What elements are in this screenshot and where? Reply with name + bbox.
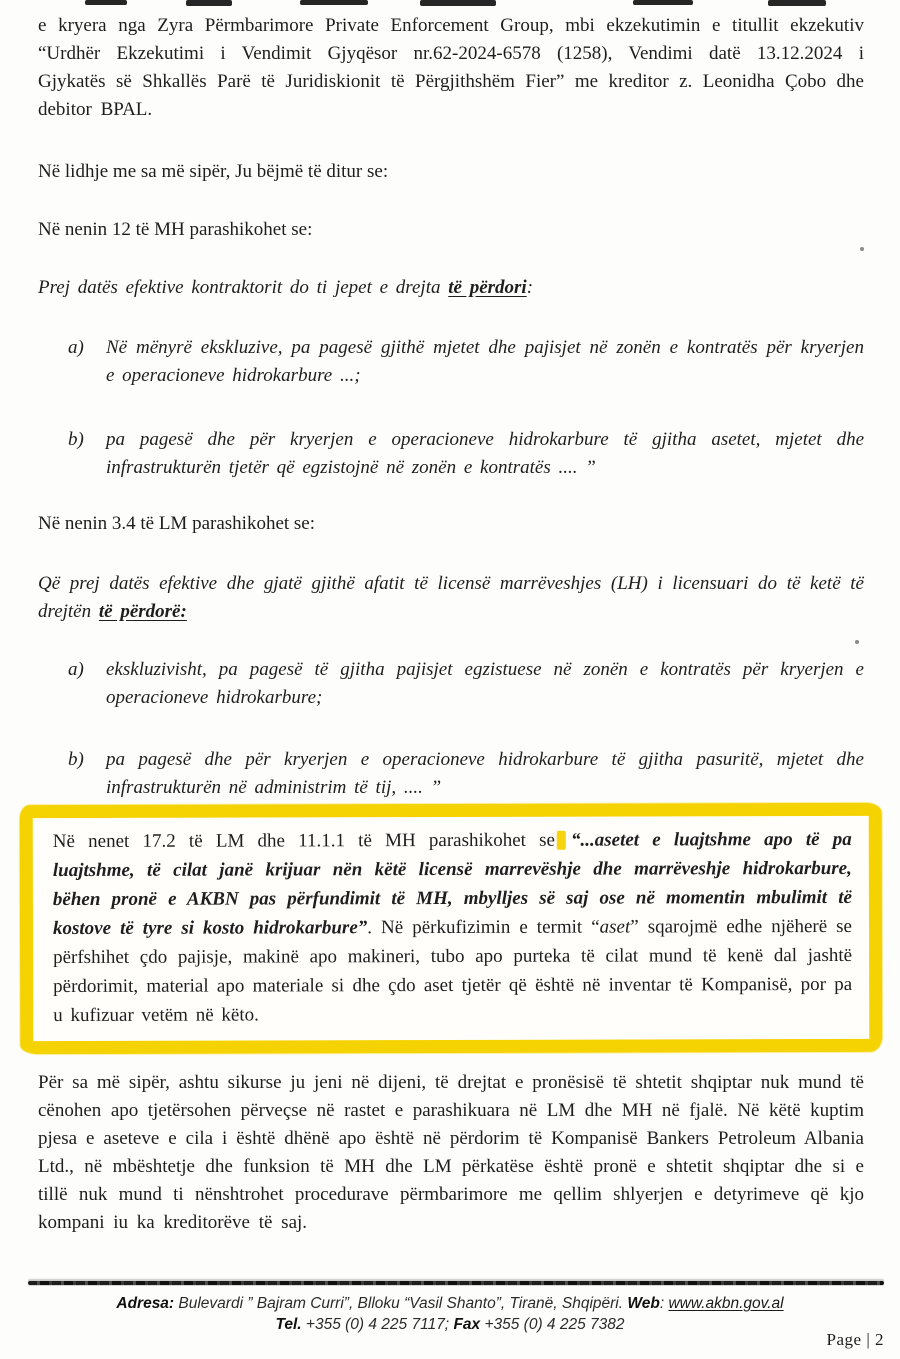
tel-value: +355 (0) 4 225 7117;: [301, 1316, 454, 1333]
section-mh-lead: [38, 274, 864, 302]
highlight-after-quote: . Në përkufizimin e termit “: [367, 916, 600, 939]
address-label: Adresa:: [116, 1295, 175, 1312]
lead-text: Prej datës efektive kontraktorit do ti jepet e drejta: [38, 277, 449, 298]
item-text: Në mënyrë ekskluzive, pa pagesë gjithë mjetet dhe pajisjet në zonën e kontratës për kryerjen e operacioneve hidrokarbure ...;: [106, 337, 864, 386]
highlight-rest: ” sqarojmë edhe njëherë se përfshihet çdo pajisje, makinë apo makineri, tubo apo purteka të cilat mund të kenë dal jashtë përdorimit, material apo materiale si dhe çdo aset tjetër që është në inventar të Kompanisë, por pa u kufizuar vetëm në këto.: [53, 915, 853, 1027]
web-separator: :: [659, 1295, 669, 1312]
closing-paragraph: Për sa më sipër, ashtu sikurse ju jeni në dijeni, të drejtat e pronësisë të shtetit shqiptar nuk mund të cënohen apo tjetërsohen përveçse në rastet e parashikuara në LM dhe MH në fjalë. Në këtë kuptim pjesa e aseteve e cila i është dhënë apo është në përdorim të Kompanisë Bankers Petroleum Albania Ltd., në mbështetje dhe funksion të MH dhe LM përkatëse është pronë e shtetit shqiptar dhe si e tillë nuk mund ti nënshtrohet procedurave përmbarimore me qellim shlyerjen e detyrimeve që kjo kompani iu ka kreditorëve të saj.: [38, 1072, 864, 1233]
section-mh-heading: Në nenin 12 të MH parashikohet se:: [38, 219, 313, 240]
list-item: [68, 426, 864, 482]
item-text: pa pagesë dhe për kryerjen e operacioneve hidrokarbure të gjitha asetet, mjetet dhe infrastrukturën tjetër që egzistojnë në zonën e kontratës .... ”: [106, 429, 864, 478]
highlight-quote: “...asetet e luajtshme apo të pa luajtshme, të cilat janë krijuar nën këtë licensë marrevëshje dhe marrëveshje hidrokarbure, bëhen pronë e AKBN pas përfundimit të MH, mbylljes së saj ose në momentin mbulimit të kostove të tyre si kosto hidrokarbure”: [52, 828, 852, 940]
list-item: [68, 746, 864, 802]
lead-emphasis: të përdorë:: [98, 601, 187, 622]
highlight-prefix: Në nenet 17.2 të LM dhe 11.1.1 të MH parashikohet se: [52, 829, 555, 853]
lead-text: Që prej datës efektive dhe gjatë gjithë afatit të licensë marrëveshjes (LH) i licensuari do të ketë të drejtën: [38, 573, 864, 622]
item-label: a): [68, 659, 84, 680]
item-label: a): [68, 337, 84, 358]
address-text: Bulevardi ” Bajram Curri”, Blloku “Vasil Shanto”, Tiranë, Shqipëri.: [174, 1295, 628, 1312]
tel-label: Tel.: [275, 1316, 302, 1333]
list-item: [68, 334, 864, 390]
item-label: b): [68, 429, 84, 450]
footer-divider: [28, 1281, 884, 1285]
stray-highlighter-mark: [557, 831, 566, 850]
web-link[interactable]: www.akbn.gov.al: [668, 1295, 784, 1312]
highlight-term: aset: [599, 916, 631, 938]
page-number: Page | 2: [826, 1330, 884, 1349]
section-lm-heading: Në nenin 3.4 të LM parashikohet se:: [38, 513, 316, 534]
web-label: Web: [627, 1295, 660, 1312]
list-item: [68, 656, 864, 712]
footer-phone-line: [0, 1314, 900, 1335]
highlight-paragraph: [53, 825, 853, 1030]
fax-label: Fax: [453, 1316, 481, 1333]
item-text: pa pagesë dhe për kryerjen e operacioneve hidrokarbure të gjitha pasuritë, mjetet dhe infrastrukturën në administrim të tij, .... ”: [106, 749, 864, 798]
item-label: b): [68, 749, 84, 770]
lead-emphasis: të përdori: [448, 277, 527, 298]
footer-address-line: [0, 1293, 900, 1314]
section-lm-lead: [38, 570, 864, 626]
intro-paragraph: e kryera nga Zyra Përmbarimore Private Enforcement Group, mbi ekzekutimin e titullit ekzekutiv “Urdhër Ekzekutimi i Vendimit Gjyqësor nr.62-2024-6578 (1258), Vendimi datë 13.12.2024 i Gjykatës së Shkallës Parë të Juridiskionit të Përgjithshëm Fier” me kreditor z. Leonidha Çobo dhe debitor BPAL.: [38, 15, 864, 120]
lead-colon: :: [526, 277, 534, 298]
fax-value: +355 (0) 4 225 7382: [480, 1316, 625, 1333]
notice-line: Në lidhje me sa më sipër, Ju bëjmë të ditur se:: [38, 161, 389, 182]
footer: [0, 1293, 900, 1335]
highlight-box: [20, 803, 883, 1054]
item-text: ekskluzivisht, pa pagesë të gjitha pajisjet egzistuese në zonën e kontratës për kryerjen e operacioneve hidrokarbure;: [106, 659, 864, 708]
